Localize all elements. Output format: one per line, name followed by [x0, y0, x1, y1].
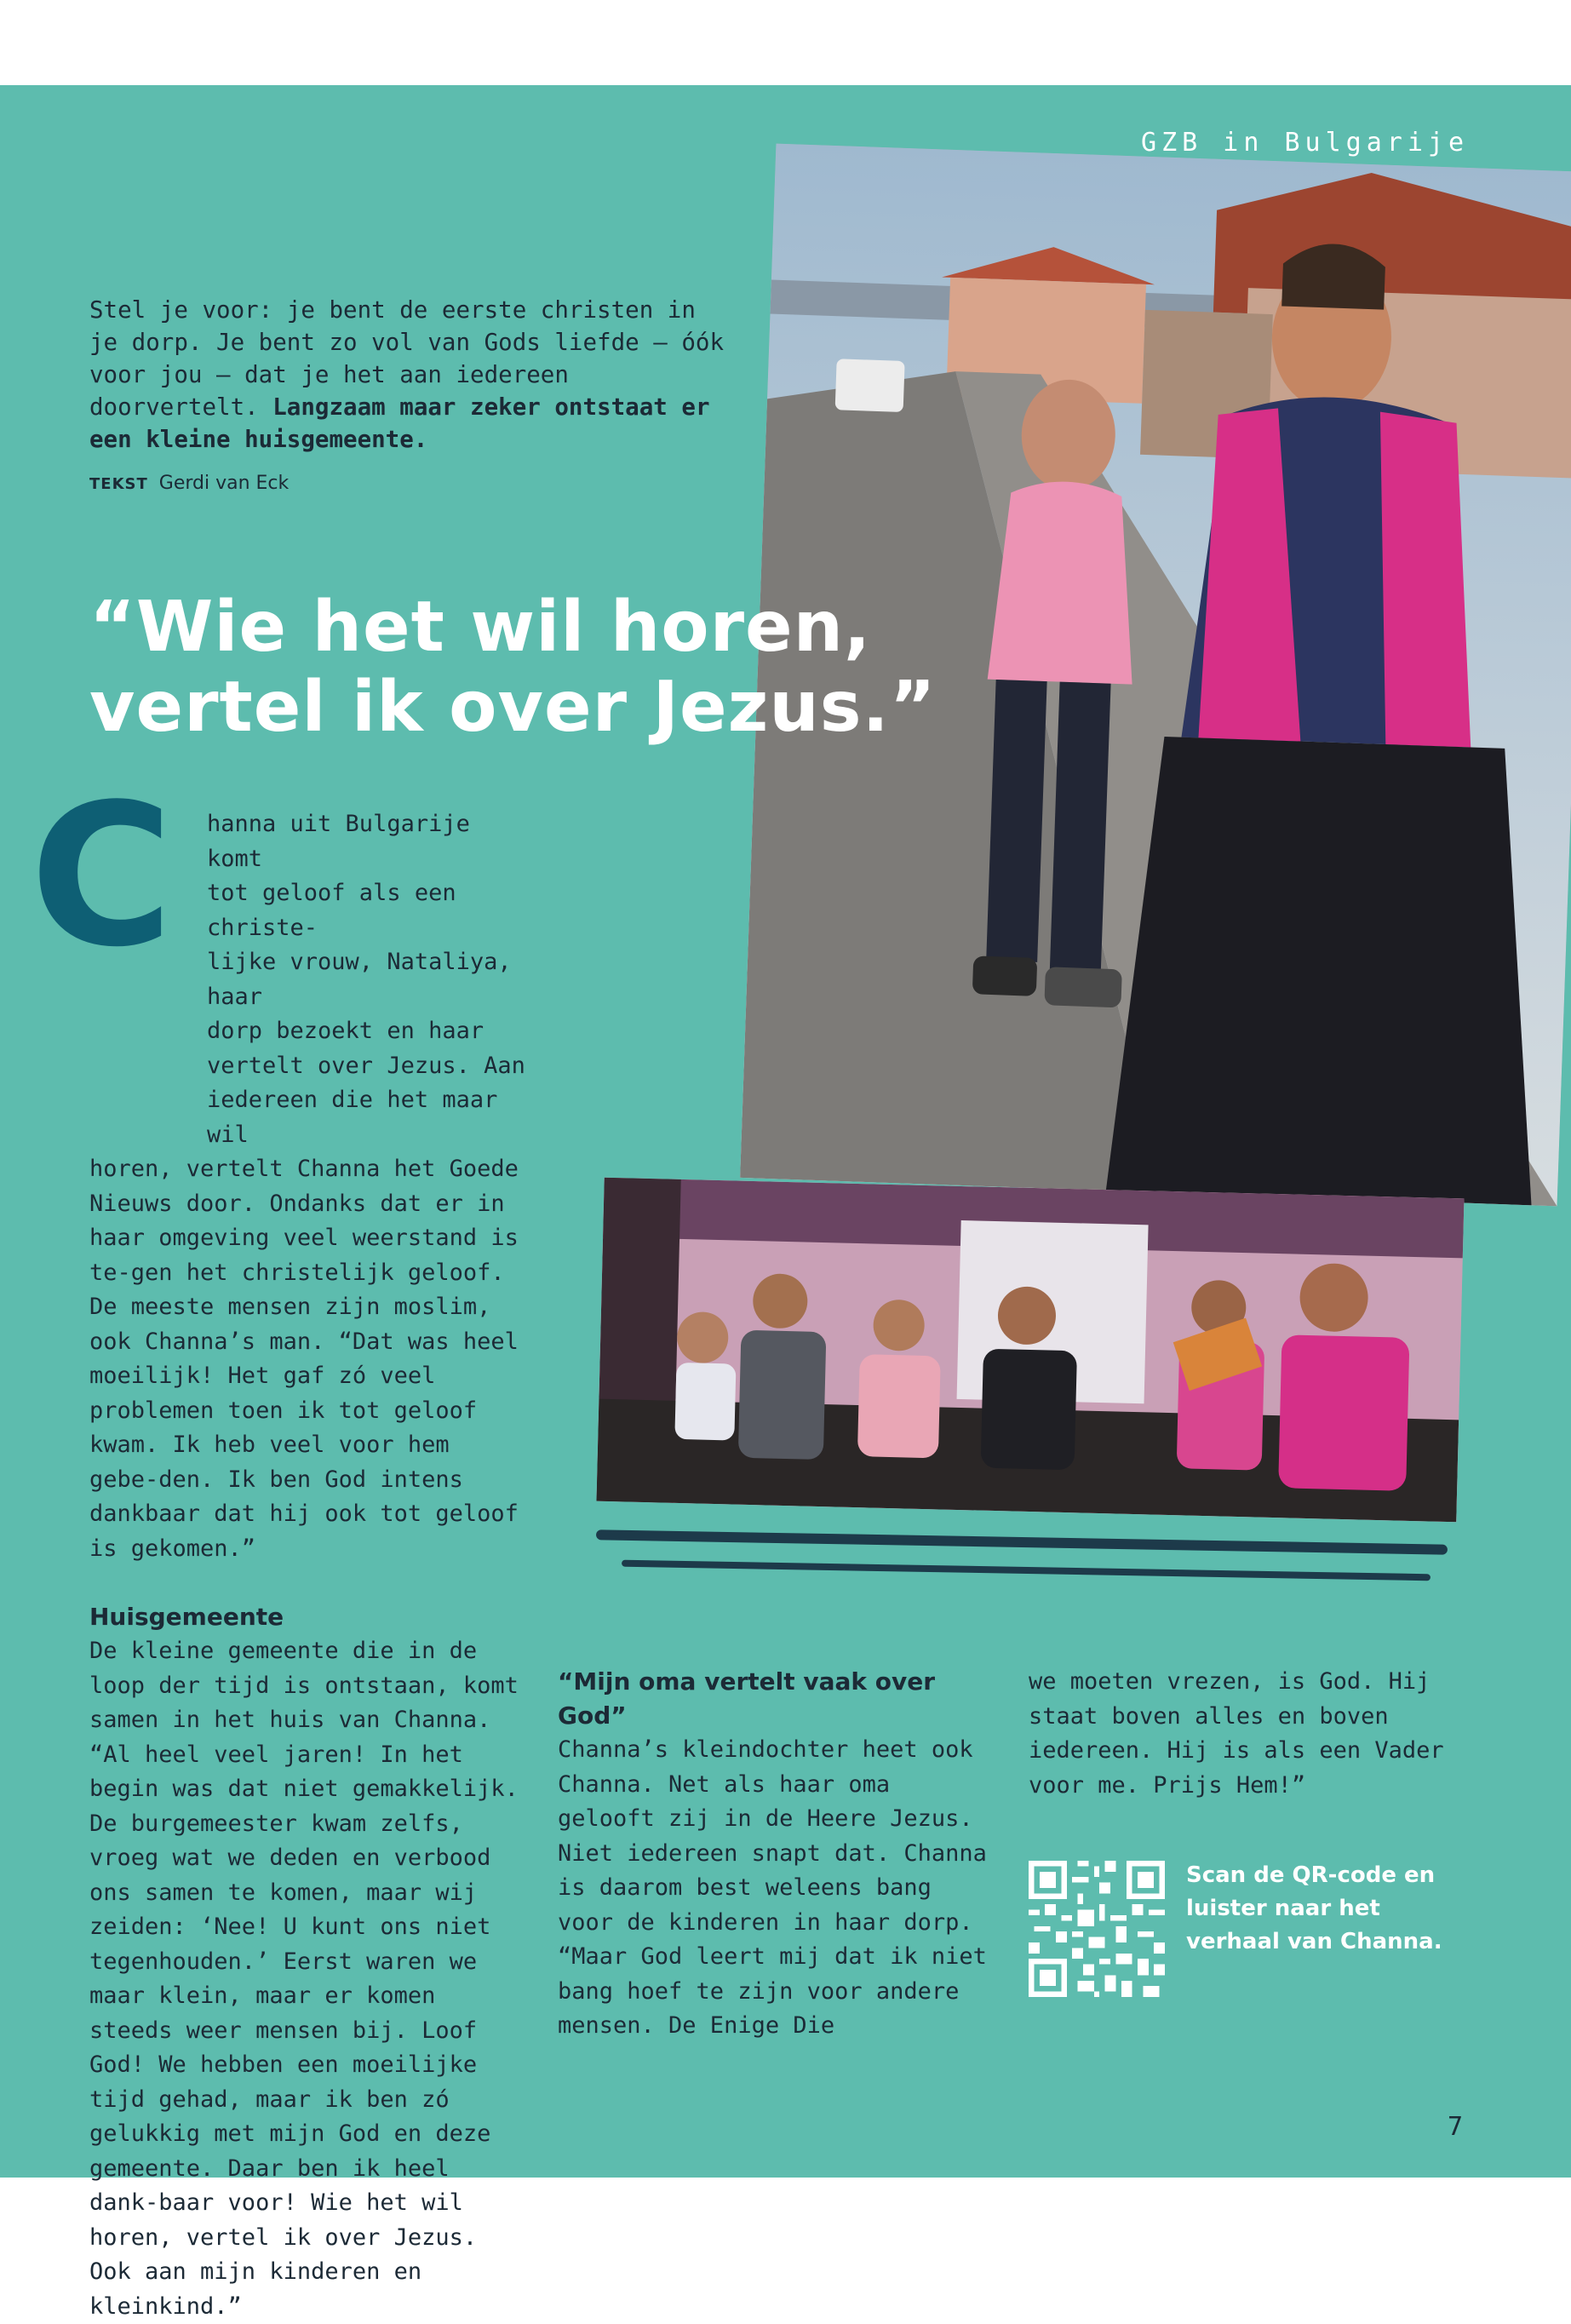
paragraph: Channa’s kleindochter heet ook Channa. Net als haar oma gelooft zij in de Heere Jezus. Niet iedereen snapt dat. Channa is daarom best weleens bang voor de kinderen in haar dorp. “Maar God leert mij dat ik niet bang hoef te zijn voor andere mensen. De Enige Die	[558, 1736, 987, 2039]
paragraph: De kleine gemeente die in de loop der tijd is ontstaan, komt samen in het huis van Channa. “Al heel veel jaren! In het begin was dat niet gemakkelijk. De burgemeester kwam zelfs, vroeg wat we deden en verbood ons samen te komen, maar wij zeiden: ‘Nee! U kunt ons niet tegenhouden.’ Eerst waren we maar klein, maar er komen steeds weer mensen bij. Loof God! We hebben een moeilijke tijd gehad, maar ik ben zó gelukkig met mijn God en deze gemeente. Daar ben ik heel dank-baar voor! Wie het wil horen, vertel ik over Jezus. Ook aan mijn kinderen en kleinkind.”	[89, 1638, 519, 2320]
qr-call-to-action: Scan de QR-code en luister naar het verhaal van Channa.	[1186, 1862, 1442, 1954]
headline-line-1: “Wie het wil horen,	[89, 587, 872, 668]
dropcap-wrapped-lines	[89, 807, 532, 1152]
intro-lead: Stel je voor: je bent de eerste christen in je dorp. Je bent zo vol van Gods liefde — óók voor jou — dat je het aan iedereen doorvertelt.	[89, 296, 725, 421]
house-church-photo	[597, 1178, 1465, 1523]
article-column-3	[1029, 1665, 1480, 1803]
qr-code[interactable]	[1029, 1861, 1165, 1997]
text-line: lijke vrouw, Nataliya, haar	[207, 949, 512, 1010]
byline-author: Gerdi van Eck	[158, 473, 290, 494]
intro-lead-bold: Langzaam maar zeker ontstaat er een kleine huisgemeente.	[89, 393, 710, 453]
paragraph: we moeten vrezen, is God. Hij staat boven alles en boven iedereen. Hij is als een Vader voor me. Prijs Hem!”	[1029, 1668, 1444, 1799]
section-label: GZB in Bulgarije	[1141, 128, 1469, 158]
subhead-oma: “Mijn oma vertelt vaak over God”	[558, 1667, 936, 1730]
byline-tag: TEKST	[89, 475, 148, 493]
text-line: dorp bezoekt en haar	[207, 1018, 484, 1044]
byline	[89, 473, 289, 494]
article-column-2	[558, 1665, 992, 2044]
text-line: tot geloof als een christe-	[207, 880, 456, 941]
text-line: vertelt over Jezus. Aan	[207, 1052, 525, 1079]
house-church-photo-illustration	[597, 1178, 1465, 1523]
text-line: hanna uit Bulgarije komt	[207, 811, 470, 872]
text-line: iedereen die het maar wil	[207, 1087, 498, 1148]
headline	[89, 588, 1281, 748]
subhead-huisgemeente: Huisgemeente	[89, 1603, 284, 1631]
headline-line-2: vertel ik over Jezus.”	[89, 667, 937, 748]
dropcap: C	[30, 763, 174, 990]
article-column-1	[89, 807, 532, 2324]
intro-text	[89, 294, 737, 456]
paragraph: horen, vertelt Channa het Goede Nieuws door. Ondanks dat er in haar omgeving veel weerstand is te-gen het christelijk geloof. De meeste mensen zijn moslim, ook Channa’s man. “Dat was heel moeilijk! Het gaf zó veel problemen toen ik tot geloof kwam. Ik heb veel voor hem gebe-den. Ik ben God intens dankbaar dat hij ook tot geloof is gekomen.”	[89, 1156, 519, 1562]
qr-code-icon	[1029, 1861, 1165, 1997]
page-number: 7	[1447, 2112, 1463, 2142]
